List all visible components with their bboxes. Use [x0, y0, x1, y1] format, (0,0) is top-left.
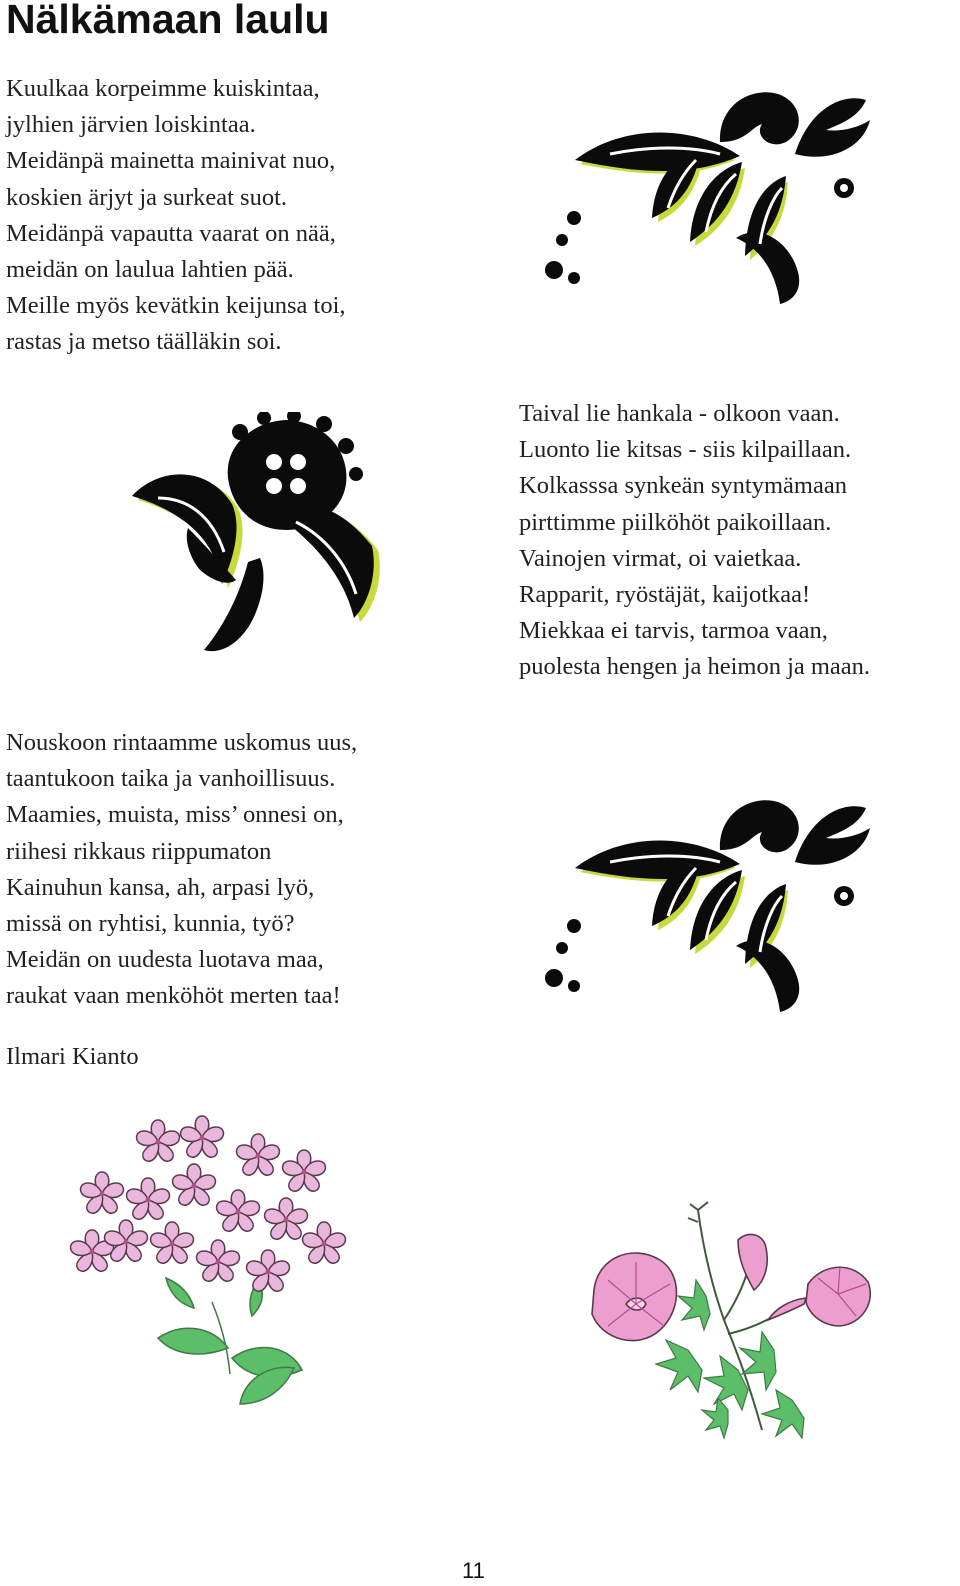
pink-phlox-flower-icon	[62, 1112, 362, 1412]
pink-morning-glory-flower-icon	[578, 1200, 878, 1445]
poem-line: puolesta hengen ja heimon ja maan.	[519, 653, 871, 681]
poem-author: Ilmari Kianto	[6, 1043, 139, 1070]
poem-line: Rapparit, ryöstäjät, kaijotkaa!	[519, 581, 811, 609]
black-leaf-ornament-icon	[540, 72, 885, 312]
poem-line: Nouskoon rintaamme uskomus uus,	[6, 729, 358, 756]
poem-line: Meidänpä mainetta mainivat nuo,	[6, 147, 336, 175]
poem-line: Maamies, muista, miss’ onnesi on,	[6, 801, 344, 829]
stanza-1	[6, 71, 346, 361]
stanza-3	[6, 725, 357, 1015]
poem-line: Meidän on uudesta luotava maa,	[6, 946, 324, 974]
poem-line: Meille myös kevätkin keijunsa toi,	[6, 292, 346, 320]
black-tulip-ornament-icon	[128, 412, 390, 658]
poem-line: Kolkasssa synkeän syntymämaan	[519, 472, 847, 500]
poem-line: Kuulkaa korpeimme kuiskintaa,	[6, 75, 320, 102]
poem-line: raukat vaan menköhöt merten taa!	[6, 982, 341, 1010]
poem-line: missä on ryhtisi, kunnia, työ?	[6, 910, 295, 938]
poem-line: Luonto lie kitsas - siis kilpaillaan.	[519, 436, 852, 464]
page-number: 11	[462, 1558, 485, 1583]
poem-line: riihesi rikkaus riippumaton	[6, 837, 272, 865]
poem-line: Taival lie hankala - olkoon vaan.	[519, 400, 840, 427]
poem-line: Vainojen virmat, oi vaietkaa.	[519, 544, 802, 572]
poem-line: meidän on laulua lahtien pää.	[6, 256, 294, 284]
stanza-2	[519, 396, 870, 686]
poem-line: Miekkaa ei tarvis, tarmoa vaan,	[519, 617, 828, 645]
poem-line: jylhien järvien loiskintaa.	[6, 111, 256, 139]
poem-line: Meidänpä vapautta vaarat on nää,	[6, 219, 336, 247]
poem-line: Kainuhun kansa, ah, arpasi lyö,	[6, 873, 315, 901]
poem-title: Nälkämaan laulu	[6, 0, 330, 42]
poem-line: pirttimme piilköhöt paikoillaan.	[519, 508, 832, 536]
black-leaf-ornament-icon	[540, 780, 885, 1020]
poem-line: koskien ärjyt ja surkeat suot.	[6, 183, 288, 211]
poem-line: rastas ja metso täälläkin soi.	[6, 328, 282, 356]
poem-line: taantukoon taika ja vanhoillisuus.	[6, 765, 336, 793]
